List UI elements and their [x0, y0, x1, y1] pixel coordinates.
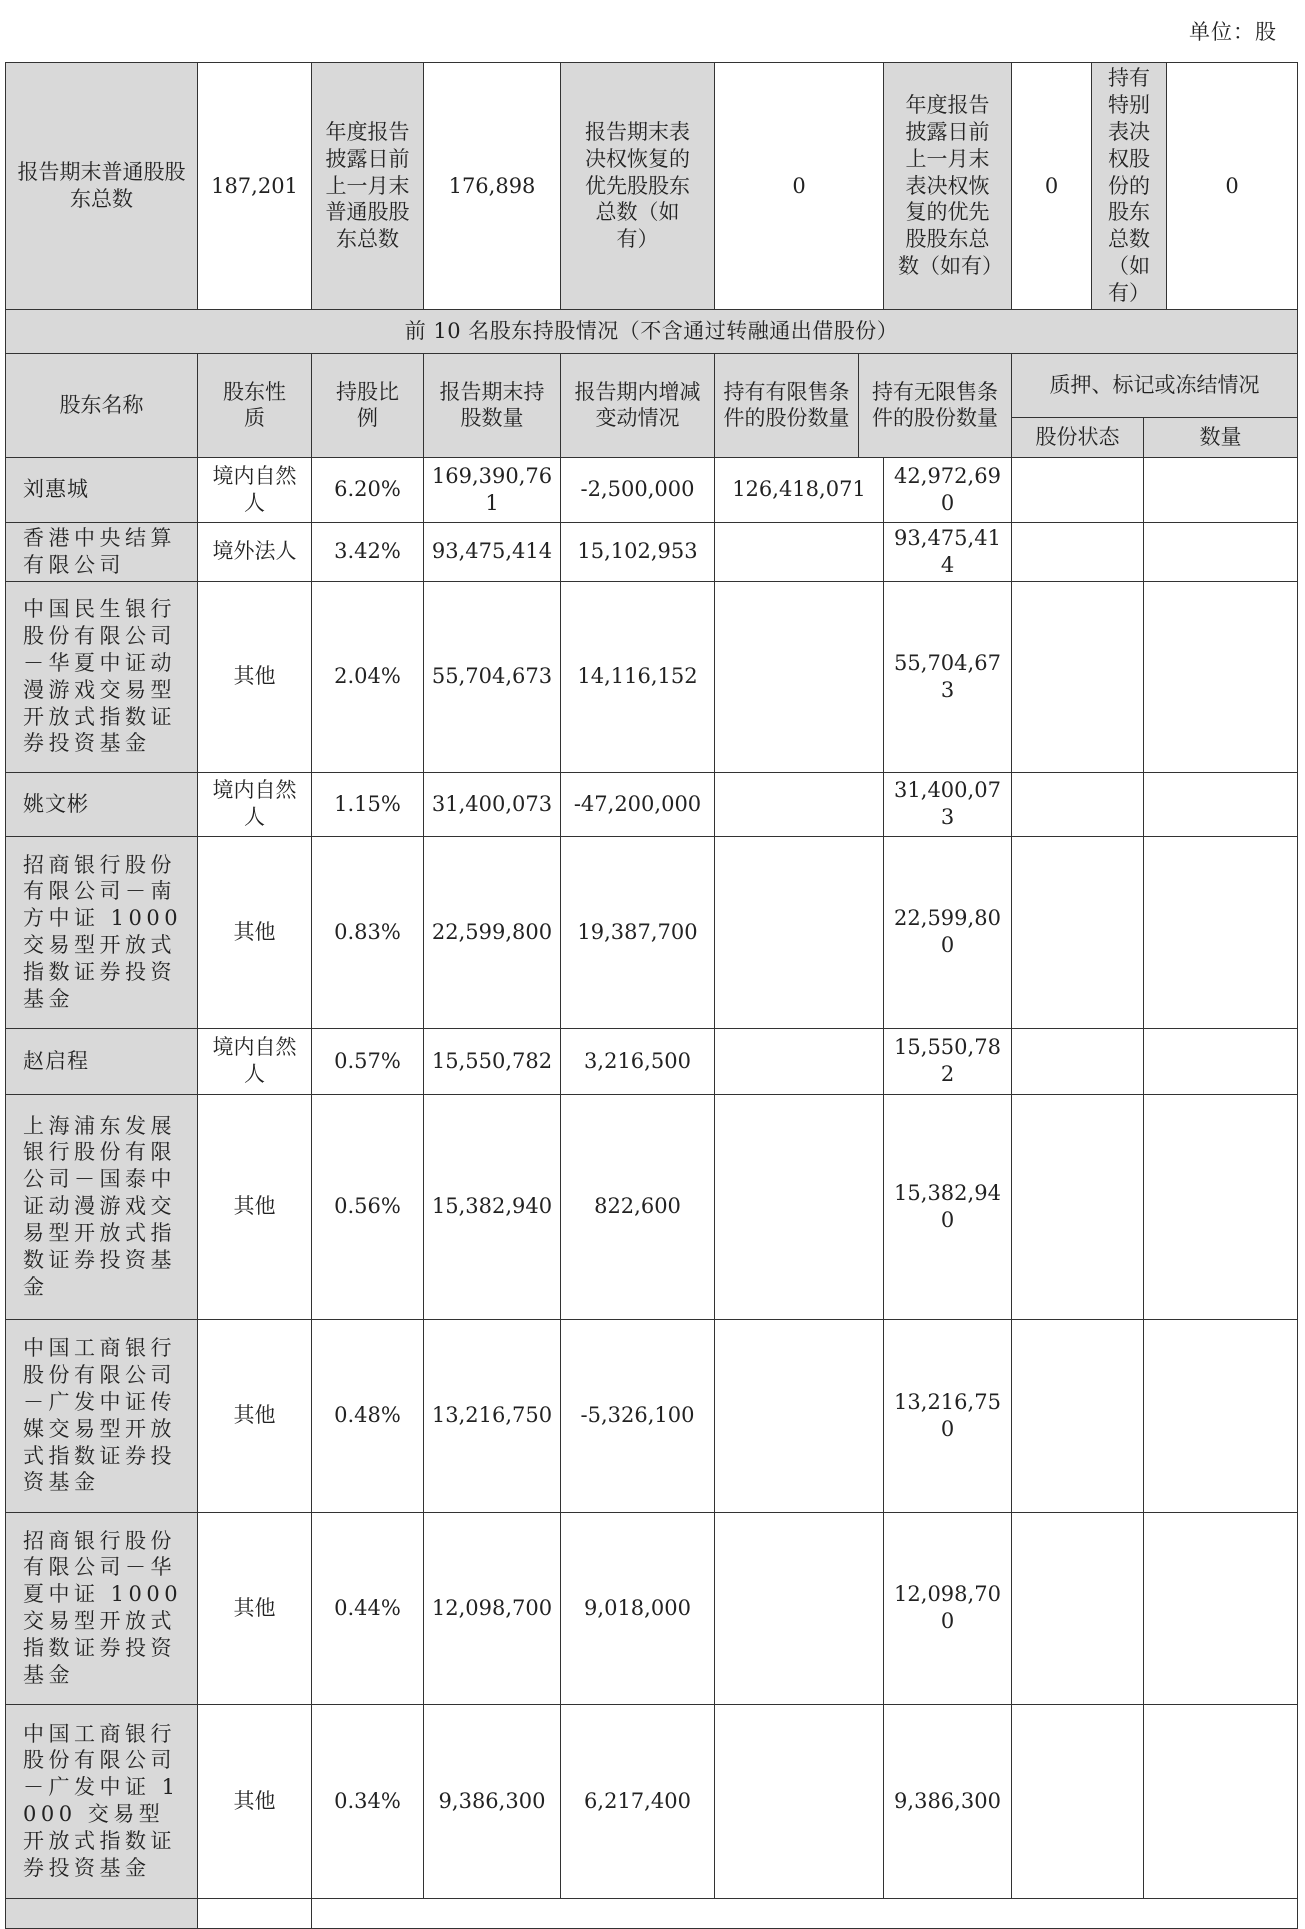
holder-pledge-status [1012, 581, 1144, 772]
value-total-holders: 187,201 [198, 63, 312, 310]
value-special-voting: 0 [1167, 63, 1298, 310]
header-pledge-quantity: 数量 [1144, 417, 1298, 457]
label-total-holders: 报告期末普通股股东总数 [6, 63, 198, 310]
section-title-row [6, 309, 1298, 353]
header-pledge-group: 质押、标记或冻结情况 [1012, 353, 1298, 417]
holder-ratio: 0.34% [312, 1704, 424, 1898]
table-row [6, 1704, 1298, 1898]
holder-ratio: 0.44% [312, 1512, 424, 1704]
holder-ratio: 1.15% [312, 772, 424, 836]
header-restricted: 持有有限售条件的股份数量 [715, 353, 859, 457]
holder-unrestricted: 55,704,673 [884, 581, 1012, 772]
holder-nature: 其他 [198, 1704, 312, 1898]
holder-name: 中国工商银行股份有限公司－广发中证传媒交易型开放式指数证券投资基金 [6, 1319, 198, 1512]
holder-unrestricted: 13,216,750 [884, 1319, 1012, 1512]
shareholder-table [5, 62, 1298, 1929]
holder-pledge-quantity [1144, 772, 1298, 836]
holder-nature: 境内自然人 [198, 772, 312, 836]
value-prev-month-preferred: 0 [1012, 63, 1092, 310]
holder-restricted [715, 1319, 884, 1512]
holder-restricted [715, 522, 884, 581]
holder-shares-end: 15,382,940 [424, 1094, 561, 1319]
holder-name: 招商银行股份有限公司－华夏中证 1000 交易型开放式指数证券投资基金 [6, 1512, 198, 1704]
holder-nature: 其他 [198, 1319, 312, 1512]
header-unrestricted: 持有无限售条件的股份数量 [859, 353, 1012, 457]
holder-shares-end: 169,390,761 [424, 457, 561, 522]
unit-label: 单位：股 [1189, 20, 1277, 44]
holder-unrestricted: 12,098,700 [884, 1512, 1012, 1704]
holder-restricted [715, 1512, 884, 1704]
holder-unrestricted: 15,550,782 [884, 1028, 1012, 1094]
table-row [6, 581, 1298, 772]
holder-ratio: 3.42% [312, 522, 424, 581]
holder-pledge-status [1012, 1094, 1144, 1319]
holder-nature: 其他 [198, 1094, 312, 1319]
holder-change: 9,018,000 [561, 1512, 715, 1704]
header-change: 报告期内增减变动情况 [561, 353, 715, 457]
holder-shares-end: 9,386,300 [424, 1704, 561, 1898]
holder-ratio: 0.57% [312, 1028, 424, 1094]
value-preferred-restored: 0 [715, 63, 884, 310]
holder-name: 中国民生银行股份有限公司－华夏中证动漫游戏交易型开放式指数证券投资基金 [6, 581, 198, 772]
holder-unrestricted: 22,599,800 [884, 836, 1012, 1028]
holder-unrestricted: 31,400,073 [884, 772, 1012, 836]
holder-name: 香港中央结算有限公司 [6, 522, 198, 581]
holder-pledge-status [1012, 522, 1144, 581]
table-row [6, 772, 1298, 836]
holder-nature: 其他 [198, 1512, 312, 1704]
holder-pledge-status [1012, 1028, 1144, 1094]
label-special-voting: 持有特别表决权股份的股东总数（如有） [1092, 63, 1167, 310]
summary-row [6, 63, 1298, 310]
holder-change: 19,387,700 [561, 836, 715, 1028]
holder-name: 中国工商银行股份有限公司－广发中证 1000 交易型开放式指数证券投资基金 [6, 1704, 198, 1898]
table-row [6, 522, 1298, 581]
holder-pledge-status [1012, 1704, 1144, 1898]
label-prev-month-preferred: 年度报告披露日前上一月末表决权恢复的优先股股东总数（如有） [884, 63, 1012, 310]
holder-restricted [715, 1704, 884, 1898]
holder-change: 15,102,953 [561, 522, 715, 581]
holder-restricted [715, 1028, 884, 1094]
holder-pledge-quantity [1144, 1028, 1298, 1094]
table-row [6, 1319, 1298, 1512]
label-prev-month-holders: 年度报告披露日前上一月末普通股股东总数 [312, 63, 424, 310]
table-row [6, 1512, 1298, 1704]
holder-change: -47,200,000 [561, 772, 715, 836]
holder-pledge-quantity [1144, 836, 1298, 1028]
holder-ratio: 2.04% [312, 581, 424, 772]
holder-pledge-quantity [1144, 522, 1298, 581]
holder-name: 赵启程 [6, 1028, 198, 1094]
holder-name: 姚文彬 [6, 772, 198, 836]
partial-cell [6, 1898, 198, 1928]
holder-unrestricted: 93,475,414 [884, 522, 1012, 581]
table-row [6, 1094, 1298, 1319]
label-preferred-restored: 报告期末表决权恢复的优先股股东总数（如有） [561, 63, 715, 310]
holder-shares-end: 55,704,673 [424, 581, 561, 772]
holder-pledge-status [1012, 1512, 1144, 1704]
holder-unrestricted: 42,972,690 [884, 457, 1012, 522]
holder-pledge-quantity [1144, 457, 1298, 522]
holder-shares-end: 22,599,800 [424, 836, 561, 1028]
holder-shares-end: 12,098,700 [424, 1512, 561, 1704]
header-name: 股东名称 [6, 353, 198, 457]
holder-nature: 其他 [198, 836, 312, 1028]
holder-ratio: 0.56% [312, 1094, 424, 1319]
holder-ratio: 0.83% [312, 836, 424, 1028]
holder-shares-end: 93,475,414 [424, 522, 561, 581]
holder-restricted [715, 581, 884, 772]
holder-pledge-quantity [1144, 1704, 1298, 1898]
value-prev-month-holders: 176,898 [424, 63, 561, 310]
holder-pledge-quantity [1144, 1512, 1298, 1704]
holder-restricted [715, 1094, 884, 1319]
holder-restricted [715, 836, 884, 1028]
header-ratio: 持股比例 [312, 353, 424, 457]
table-row [6, 457, 1298, 522]
holder-ratio: 6.20% [312, 457, 424, 522]
holder-restricted [715, 772, 884, 836]
holder-name: 刘惠城 [6, 457, 198, 522]
holder-unrestricted: 9,386,300 [884, 1704, 1012, 1898]
holder-name: 招商银行股份有限公司－南方中证 1000 交易型开放式指数证券投资基金 [6, 836, 198, 1028]
partial-cell [198, 1898, 312, 1928]
holder-nature: 境内自然人 [198, 1028, 312, 1094]
holder-pledge-quantity [1144, 1094, 1298, 1319]
holder-pledge-status [1012, 772, 1144, 836]
header-nature: 股东性质 [198, 353, 312, 457]
holder-pledge-quantity [1144, 1319, 1298, 1512]
holder-ratio: 0.48% [312, 1319, 424, 1512]
section-title: 前 10 名股东持股情况（不含通过转融通出借股份） [6, 309, 1298, 353]
holder-shares-end: 31,400,073 [424, 772, 561, 836]
holder-shares-end: 13,216,750 [424, 1319, 561, 1512]
holder-restricted: 126,418,071 [715, 457, 884, 522]
partial-cell [312, 1898, 1298, 1928]
holder-change: -2,500,000 [561, 457, 715, 522]
holder-nature: 其他 [198, 581, 312, 772]
holder-pledge-quantity [1144, 581, 1298, 772]
header-shares-end: 报告期末持股数量 [424, 353, 561, 457]
holder-change: 14,116,152 [561, 581, 715, 772]
table-row [6, 836, 1298, 1028]
holder-change: 822,600 [561, 1094, 715, 1319]
holder-pledge-status [1012, 1319, 1144, 1512]
holder-change: 3,216,500 [561, 1028, 715, 1094]
holder-shares-end: 15,550,782 [424, 1028, 561, 1094]
holder-nature: 境外法人 [198, 522, 312, 581]
holder-change: -5,326,100 [561, 1319, 715, 1512]
holder-change: 6,217,400 [561, 1704, 715, 1898]
holder-name: 上海浦东发展银行股份有限公司－国泰中证动漫游戏交易型开放式指数证券投资基金 [6, 1094, 198, 1319]
holder-pledge-status [1012, 836, 1144, 1028]
header-row [6, 353, 1298, 417]
table-row-partial [6, 1898, 1298, 1928]
table-row [6, 1028, 1298, 1094]
holder-pledge-status [1012, 457, 1144, 522]
header-pledge-status: 股份状态 [1012, 417, 1144, 457]
holder-nature: 境内自然人 [198, 457, 312, 522]
holder-unrestricted: 15,382,940 [884, 1094, 1012, 1319]
